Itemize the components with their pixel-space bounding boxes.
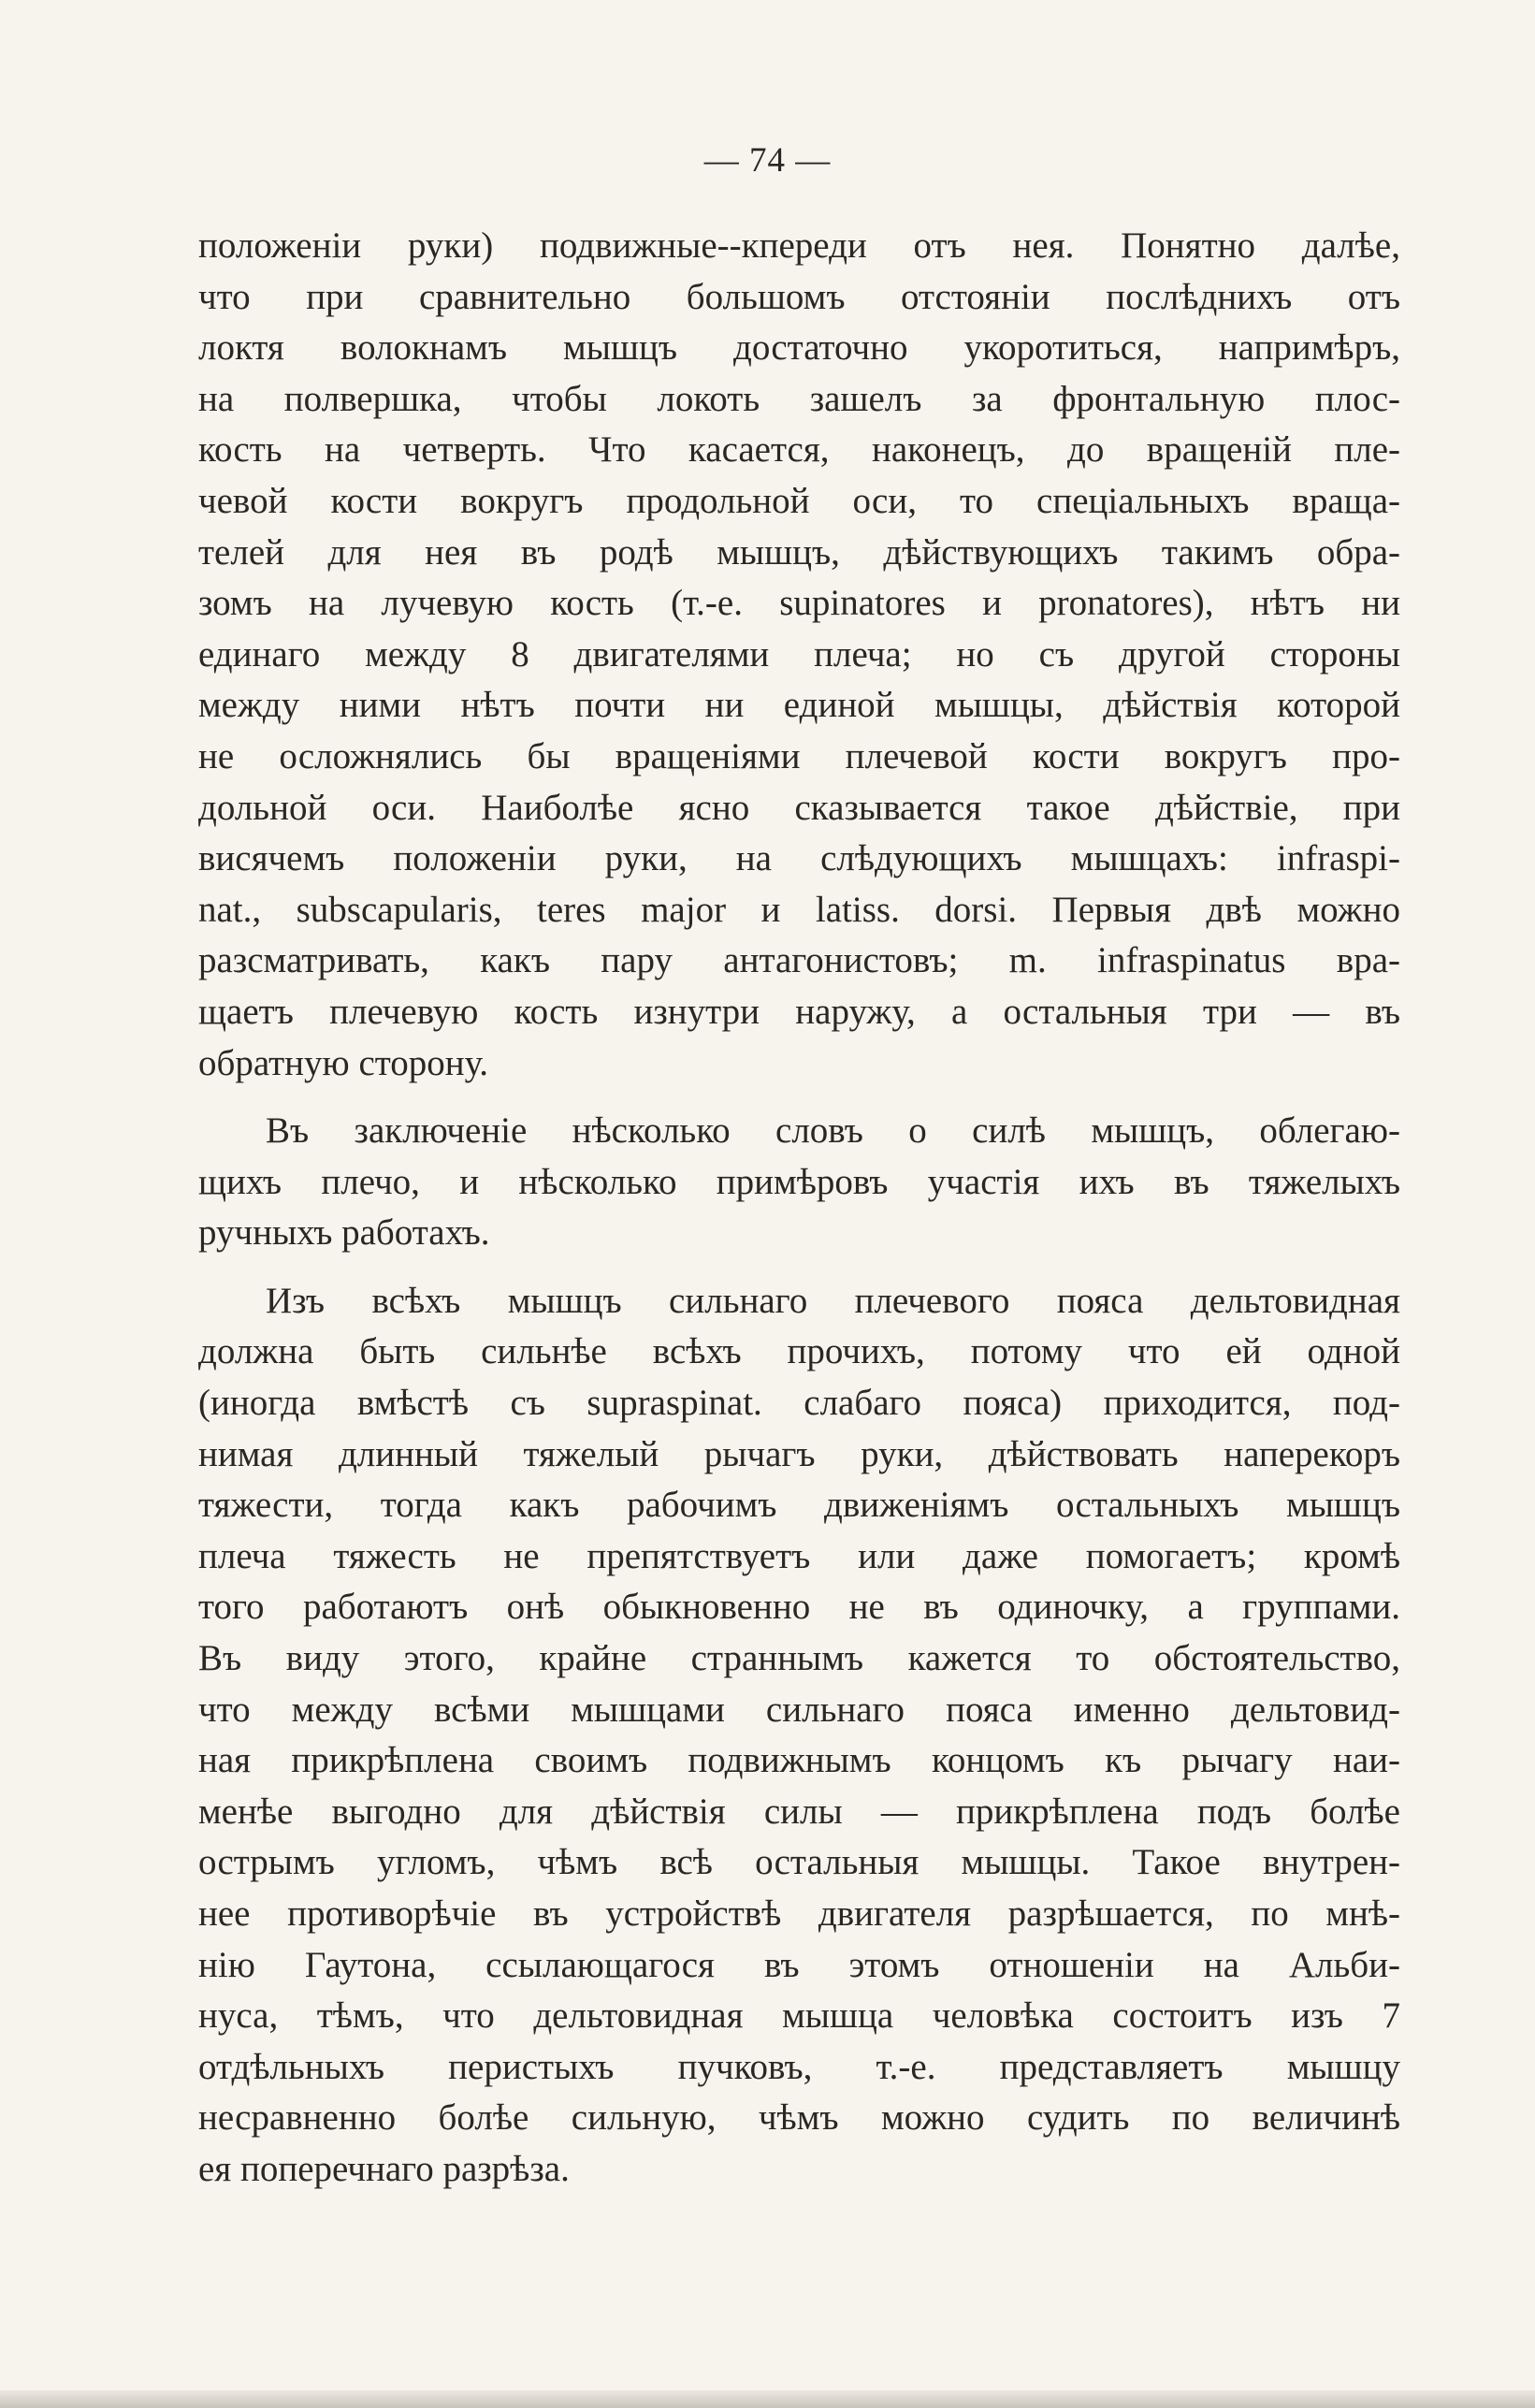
text-line: положеніи руки) подвижные--кпереди отъ нея. Понятно далѣе, xyxy=(198,225,1400,266)
text-line: тяжести, тогда какъ рабочимъ движеніямъ остальныхъ мышцъ xyxy=(198,1485,1400,1526)
text-line: висячемъ положеніи руки, на слѣдующихъ мышцахъ: infraspi- xyxy=(198,838,1400,879)
text-line: телей для нея въ родѣ мышцъ, дѣйствующихъ такимъ обра- xyxy=(198,531,1400,573)
text-line: разсматривать, какъ пару антагонистовъ; m. infraspinatus вра- xyxy=(198,940,1400,981)
text-line: Въ заключеніе нѣсколько словъ о силѣ мышцъ, облегаю- xyxy=(266,1110,1400,1152)
text-line: nat., subscapularis, teres major и latiss. dorsi. Первыя двѣ можно xyxy=(198,889,1400,930)
body-text xyxy=(198,221,1400,2196)
text-line: нуса, тѣмъ, что дельтовидная мышца человѣка состоитъ изъ 7 xyxy=(198,1995,1400,2037)
paragraph-2 xyxy=(198,1106,1400,1259)
text-line: отдѣльныхъ перистыхъ пучковъ, т.-е. представляетъ мышцу xyxy=(198,2046,1400,2087)
text-line: должна быть сильнѣе всѣхъ прочихъ, потому что ей одной xyxy=(198,1331,1400,1372)
text-line: что между всѣми мышцами сильнаго пояса именно дельтовид- xyxy=(198,1689,1400,1730)
text-line: дольной оси. Наиболѣе ясно сказывается такое дѣйствіе, при xyxy=(198,787,1400,828)
paragraph-gap xyxy=(198,1259,1400,1276)
paragraph-gap xyxy=(198,1089,1400,1106)
text-line: ручныхъ работахъ. xyxy=(198,1212,490,1254)
text-line: между ними нѣтъ почти ни единой мышцы, дѣйствія которой xyxy=(198,685,1400,726)
text-line: на полвершка, чтобы локоть зашелъ за фронтальную плос- xyxy=(198,378,1400,419)
text-line: чевой кости вокругъ продольной оси, то спеціальныхъ враща- xyxy=(198,480,1400,521)
text-line: ная прикрѣплена своимъ подвижнымъ концомъ къ рычагу наи- xyxy=(198,1740,1400,1781)
page-bottom-edge xyxy=(0,2390,1535,2408)
text-line: нимая длинный тяжелый рычагъ руки, дѣйствовать наперекоръ xyxy=(198,1433,1400,1474)
page-number: — 74 — xyxy=(703,141,832,180)
text-line: локтя волокнамъ мышцъ достаточно укоротиться, напримѣръ, xyxy=(198,327,1400,369)
text-line: плеча тяжесть не препятствуетъ или даже помогаетъ; кромѣ xyxy=(198,1535,1400,1576)
paragraph-1 xyxy=(198,221,1400,1089)
text-line: нее противорѣчіе въ устройствѣ двигателя разрѣшается, по мнѣ- xyxy=(198,1893,1400,1934)
text-line: (иногда вмѣстѣ съ supraspinat. слабаго пояса) приходится, под- xyxy=(198,1383,1400,1424)
text-line: менѣе выгодно для дѣйствія силы — прикрѣплена подъ болѣе xyxy=(198,1791,1400,1832)
text-line: ея поперечнаго разрѣза. xyxy=(198,2148,570,2189)
text-line: Изъ всѣхъ мышцъ сильнаго плечевого пояса дельтовидная xyxy=(266,1280,1400,1321)
text-line: щихъ плечо, и нѣсколько примѣровъ участія ихъ въ тяжелыхъ xyxy=(198,1161,1400,1202)
text-line: кость на четверть. Что касается, наконецъ, до вращеній пле- xyxy=(198,429,1400,471)
text-line: Въ виду этого, крайне страннымъ кажется то обстоятельство, xyxy=(198,1638,1400,1679)
text-line: острымъ угломъ, чѣмъ всѣ остальныя мышцы. Такое внутрен- xyxy=(198,1842,1400,1883)
text-line: того работаютъ онѣ обыкновенно не въ одиночку, а группами. xyxy=(198,1587,1400,1628)
text-line: единаго между 8 двигателями плеча; но съ другой стороны xyxy=(198,633,1400,675)
paragraph-3 xyxy=(198,1276,1400,2196)
text-line: что при сравнительно большомъ отстояніи послѣднихъ отъ xyxy=(198,276,1400,317)
text-line: нію Гаутона, ссылающагося въ этомъ отношеніи на Альби- xyxy=(198,1944,1400,1985)
text-line: щаетъ плечевую кость изнутри наружу, а остальныя три — въ xyxy=(198,991,1400,1032)
text-line: не осложнялись бы вращеніями плечевой кости вокругъ про- xyxy=(198,735,1400,776)
text-line: обратную сторону. xyxy=(198,1042,489,1083)
text-line: зомъ на лучевую кость (т.-е. supinatores и pronatores), нѣтъ ни xyxy=(198,583,1400,624)
text-line: несравненно болѣе сильную, чѣмъ можно судить по величинѣ xyxy=(198,2097,1400,2139)
